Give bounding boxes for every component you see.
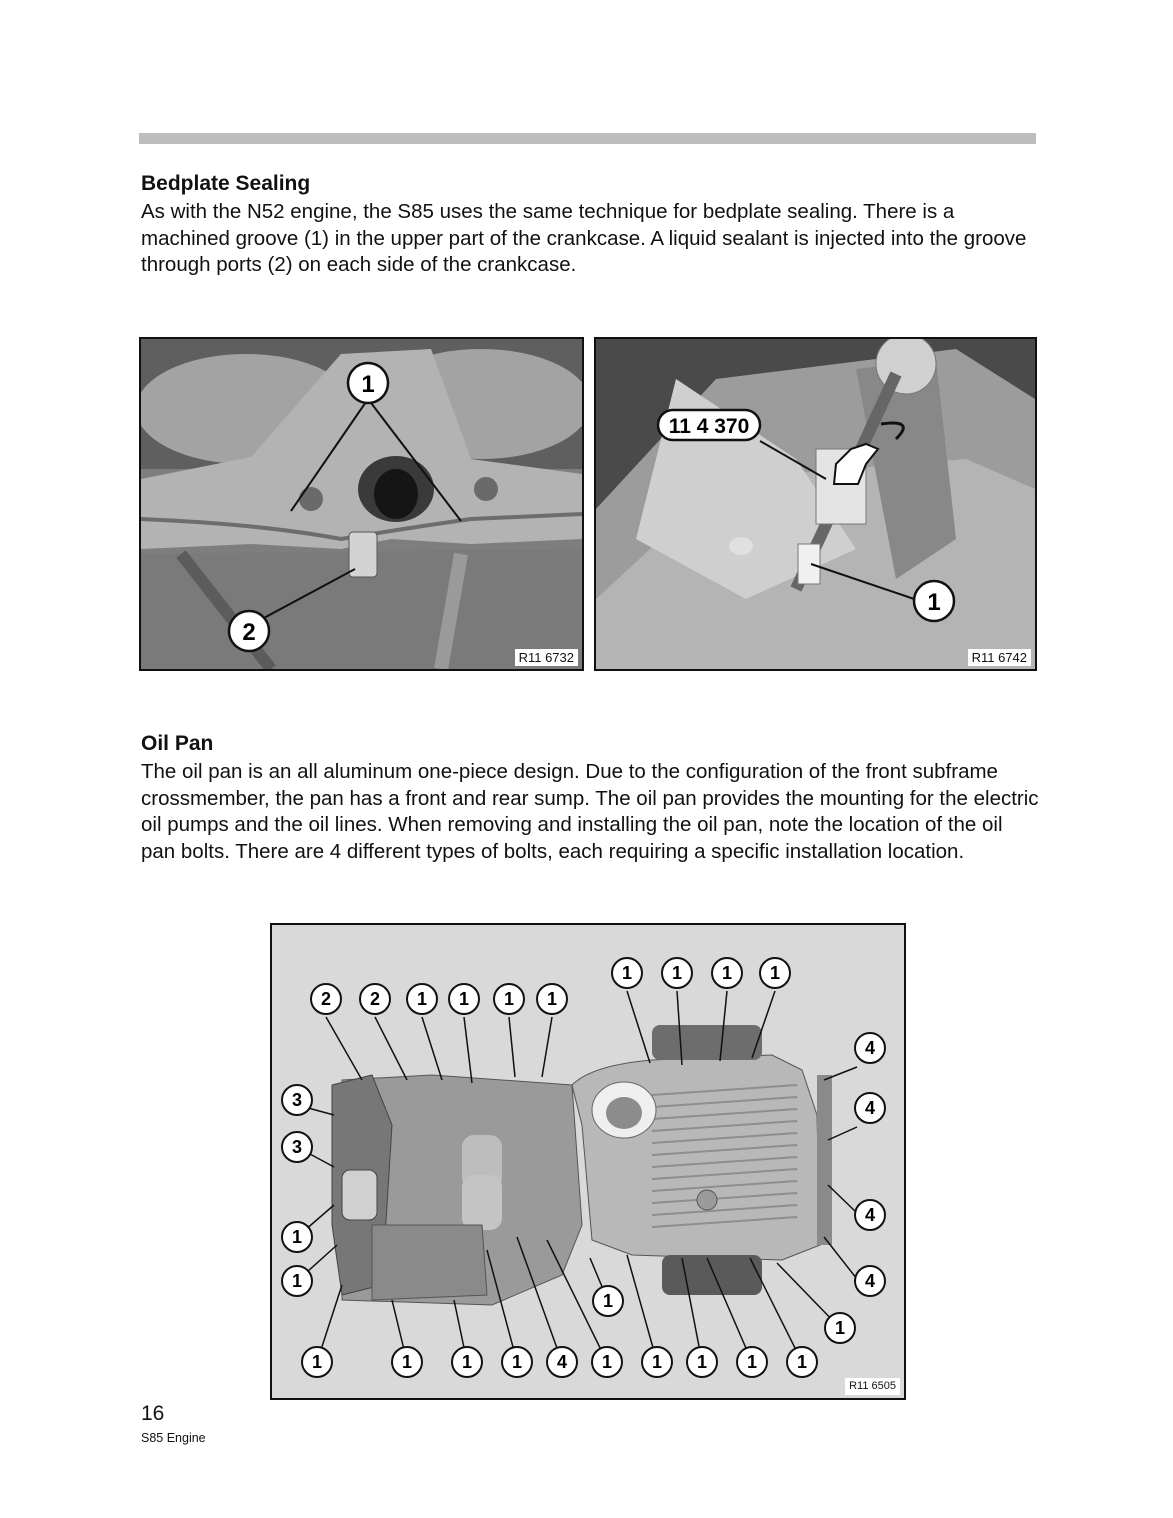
svg-text:1: 1 xyxy=(291,1271,303,1291)
header-rule xyxy=(139,133,1036,144)
callout-1 xyxy=(494,984,524,1014)
svg-text:1: 1 xyxy=(311,1352,323,1372)
svg-text:1: 1 xyxy=(651,1352,663,1372)
page-number: 16 xyxy=(141,1402,165,1425)
callout-2 xyxy=(229,611,269,651)
svg-text:4: 4 xyxy=(864,1038,876,1058)
svg-text:1: 1 xyxy=(621,963,633,983)
callout-1 xyxy=(452,1347,482,1377)
callout-4 xyxy=(855,1033,885,1063)
svg-text:1: 1 xyxy=(671,963,683,983)
svg-text:2: 2 xyxy=(242,619,256,646)
callout-1 xyxy=(760,958,790,988)
svg-text:2: 2 xyxy=(320,989,332,1009)
svg-text:1: 1 xyxy=(458,989,470,1009)
callout-1 xyxy=(787,1347,817,1377)
svg-text:3: 3 xyxy=(291,1137,303,1157)
callout-2 xyxy=(360,984,390,1014)
svg-text:1: 1 xyxy=(769,963,781,983)
callout-3 xyxy=(282,1132,312,1162)
svg-text:1: 1 xyxy=(601,1352,613,1372)
figure-reference: R11 6742 xyxy=(968,649,1031,666)
svg-text:11 4 370: 11 4 370 xyxy=(668,415,750,438)
tool-number-label xyxy=(658,410,760,440)
document-title: S85 Engine xyxy=(141,1431,206,1445)
callout-1 xyxy=(914,581,954,621)
callout-1 xyxy=(392,1347,422,1377)
oil-pan-diagram xyxy=(270,923,906,1400)
section-body-oil-pan: The oil pan is an all aluminum one-piece design. Due to the configuration of the front subframe crossmember, the pan has a front and rear sump. The oil pan provides the mounting for the electric oil pumps and the oil lines. When removing and installing the oil pan, note the location of the oil pan bolts. There are 4 different types of bolts, each requiring a specific installation location. xyxy=(141,760,1039,864)
svg-text:1: 1 xyxy=(834,1318,846,1338)
callout-1 xyxy=(642,1347,672,1377)
callout-4 xyxy=(855,1200,885,1230)
callout-1 xyxy=(282,1222,312,1252)
figure-reference: R11 6505 xyxy=(845,1378,900,1395)
bedplate-photo-right xyxy=(594,337,1037,671)
svg-text:3: 3 xyxy=(291,1090,303,1110)
callout-1 xyxy=(593,1286,623,1316)
svg-text:1: 1 xyxy=(796,1352,808,1372)
svg-text:4: 4 xyxy=(864,1205,876,1225)
callout-1 xyxy=(407,984,437,1014)
svg-text:1: 1 xyxy=(602,1291,614,1311)
bedplate-photo-left xyxy=(139,337,584,671)
callout-1 xyxy=(302,1347,332,1377)
figure-reference: R11 6732 xyxy=(515,649,578,666)
svg-text:1: 1 xyxy=(546,989,558,1009)
callout-1 xyxy=(449,984,479,1014)
svg-text:1: 1 xyxy=(927,589,941,616)
section-heading-oil-pan: Oil Pan xyxy=(141,732,214,755)
svg-text:4: 4 xyxy=(864,1271,876,1291)
callout-1 xyxy=(282,1266,312,1296)
callout-2 xyxy=(311,984,341,1014)
svg-text:2: 2 xyxy=(369,989,381,1009)
section-body-bedplate: As with the N52 engine, the S85 uses the same technique for bedplate sealing. There is a machined groove (1) in the upper part of the crankcase. A liquid sealant is injected into the groove through ports (2) on each side of the crankcase. xyxy=(141,200,1027,277)
svg-text:1: 1 xyxy=(291,1227,303,1247)
callout-1 xyxy=(592,1347,622,1377)
callout-1 xyxy=(712,958,742,988)
svg-text:1: 1 xyxy=(361,371,375,398)
svg-text:1: 1 xyxy=(461,1352,473,1372)
callout-1 xyxy=(537,984,567,1014)
callout-1 xyxy=(825,1313,855,1343)
svg-text:1: 1 xyxy=(511,1352,523,1372)
svg-text:1: 1 xyxy=(721,963,733,983)
svg-text:1: 1 xyxy=(401,1352,413,1372)
svg-text:1: 1 xyxy=(416,989,428,1009)
callout-4 xyxy=(855,1093,885,1123)
callout-3 xyxy=(282,1085,312,1115)
section-heading-bedplate: Bedplate Sealing xyxy=(141,172,311,195)
callout-1 xyxy=(348,363,388,403)
svg-text:1: 1 xyxy=(746,1352,758,1372)
svg-text:1: 1 xyxy=(503,989,515,1009)
callout-4 xyxy=(547,1347,577,1377)
callout-1 xyxy=(737,1347,767,1377)
callout-1 xyxy=(612,958,642,988)
callout-1 xyxy=(502,1347,532,1377)
svg-text:4: 4 xyxy=(556,1352,568,1372)
callout-1 xyxy=(687,1347,717,1377)
svg-text:1: 1 xyxy=(696,1352,708,1372)
callout-1 xyxy=(662,958,692,988)
svg-text:4: 4 xyxy=(864,1098,876,1118)
callout-4 xyxy=(855,1266,885,1296)
